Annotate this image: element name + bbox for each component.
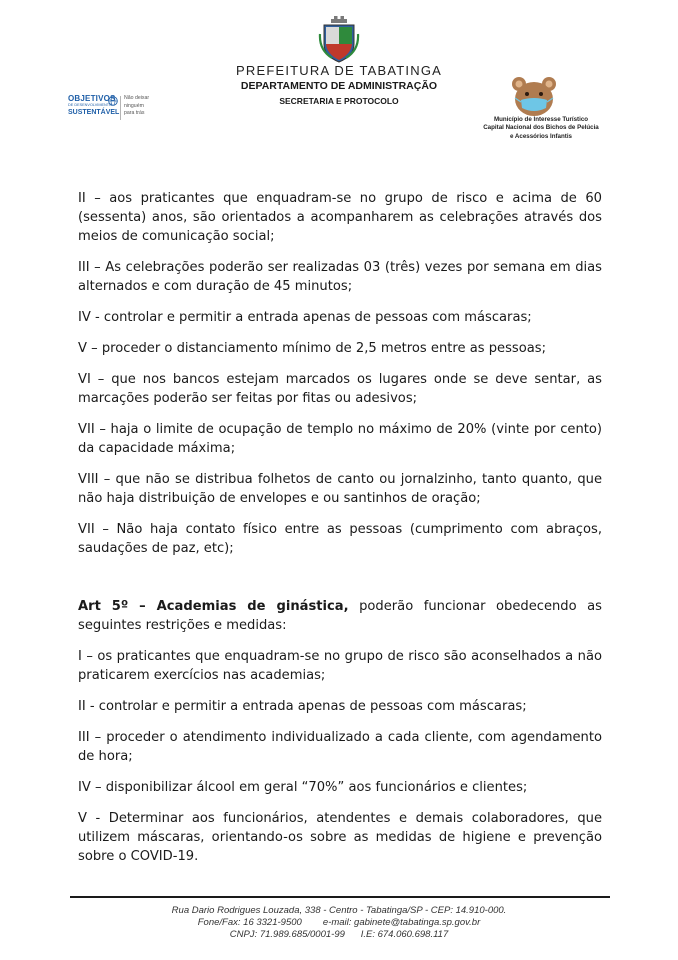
footer-registration-line: CNPJ: 71.989.685/0001-99 I.E: 674.060.698.117 bbox=[229, 929, 449, 940]
article-title: Art 5º – Academias de ginástica, bbox=[78, 599, 349, 614]
clause-paragraph: III – proceder o atendimento individualizado a cada cliente, com agendamento de hora; bbox=[78, 730, 602, 764]
article-heading bbox=[78, 597, 602, 635]
clause-paragraph: IV - controlar e permitir a entrada apenas de pessoas com máscaras; bbox=[78, 310, 532, 325]
clause-paragraph: III – As celebrações poderão ser realizadas 03 (três) vezes por semana em dias alternados e com duração de 45 minutos; bbox=[78, 260, 602, 294]
department-title: DEPARTAMENTO DE ADMINISTRAÇÃO bbox=[240, 80, 438, 92]
clause-paragraph: IV – disponibilizar álcool em geral “70%” aos funcionários e clientes; bbox=[78, 780, 528, 795]
ods-slogan-line: ninguém bbox=[124, 102, 144, 109]
ods-logo bbox=[68, 93, 178, 123]
ods-divider bbox=[120, 96, 121, 120]
municipality-title: PREFEITURA DE TABATINGA bbox=[235, 63, 443, 78]
clause-paragraph: I – os praticantes que enquadram-se no grupo de risco são aconselhados a não praticarem exercícios nas academias; bbox=[78, 649, 602, 683]
un-globe-icon bbox=[108, 96, 118, 106]
secretariat-title: SECRETARIA E PROTOCOLO bbox=[279, 96, 399, 106]
ods-logo-line1: OBJETIVOS bbox=[68, 94, 116, 103]
municipal-crest-icon bbox=[318, 16, 360, 64]
clause-paragraph: II – aos praticantes que enquadram-se no grupo de risco e acima de 60 (sessenta) anos, são orientados a acompanharem as celebrações através dos meios de comunicação social; bbox=[78, 191, 602, 244]
ods-logo-line3: SUSTENTÁVEL bbox=[68, 108, 120, 116]
footer-contact-line: Fone/Fax: 16 3321-9500 e-mail: gabinete@tabatinga.sp.gov.br bbox=[197, 917, 481, 928]
ods-logo-line2: DE DESENVOLVIMENTO bbox=[68, 103, 112, 107]
article-text: poderão funcionar obedecendo as seguintes restrições e medidas: bbox=[78, 599, 602, 633]
tourism-caption bbox=[466, 116, 616, 141]
ods-slogan bbox=[124, 95, 174, 118]
footer-divider bbox=[70, 896, 610, 898]
clause-paragraph: II - controlar e permitir a entrada apenas de pessoas com máscaras; bbox=[78, 699, 527, 714]
clause-paragraph: V - Determinar aos funcionários, atendentes e demais colaboradores, que utilizem máscaras, orientando-os sobre as medidas de higiene e prevenção sobre o COVID-19. bbox=[78, 811, 602, 864]
ods-slogan-line: para trás bbox=[124, 110, 145, 116]
clause-paragraph: VII – Não haja contato físico entre as pessoas (cumprimento com abraços, saudações de paz, etc); bbox=[78, 522, 602, 556]
footer-address-line: Rua Dario Rodrigues Louzada, 338 - Centro - Tabatinga/SP - CEP: 14.910-000. bbox=[171, 905, 507, 916]
footer-address bbox=[0, 905, 678, 941]
document-body bbox=[78, 189, 602, 878]
clause-paragraph: V – proceder o distanciamento mínimo de 2,5 metros entre as pessoas; bbox=[78, 341, 546, 356]
clause-paragraph: VIII – que não se distribua folhetos de canto ou jornalzinho, tanto quanto, que não haja distribuição de envelopes e ou santinhos de oração; bbox=[78, 472, 602, 506]
letterhead bbox=[0, 0, 678, 170]
tourism-caption-line: e Acessórios Infantis bbox=[509, 132, 572, 140]
clause-paragraph: VII – haja o limite de ocupação de templo no máximo de 20% (vinte por cento) da capacidade máxima; bbox=[78, 422, 602, 456]
tourism-caption-line: Capital Nacional dos Bichos de Pelúcia bbox=[483, 124, 599, 132]
teddy-bear-mascot-icon bbox=[506, 74, 562, 118]
clause-paragraph: VI – que nos bancos estejam marcados os lugares onde se deve sentar, as marcações poderão ser feitas por fitas ou adesivos; bbox=[78, 372, 602, 406]
tourism-caption-line: Município de Interesse Turístico bbox=[493, 116, 589, 123]
ods-slogan-line: Não deixar bbox=[124, 95, 150, 101]
